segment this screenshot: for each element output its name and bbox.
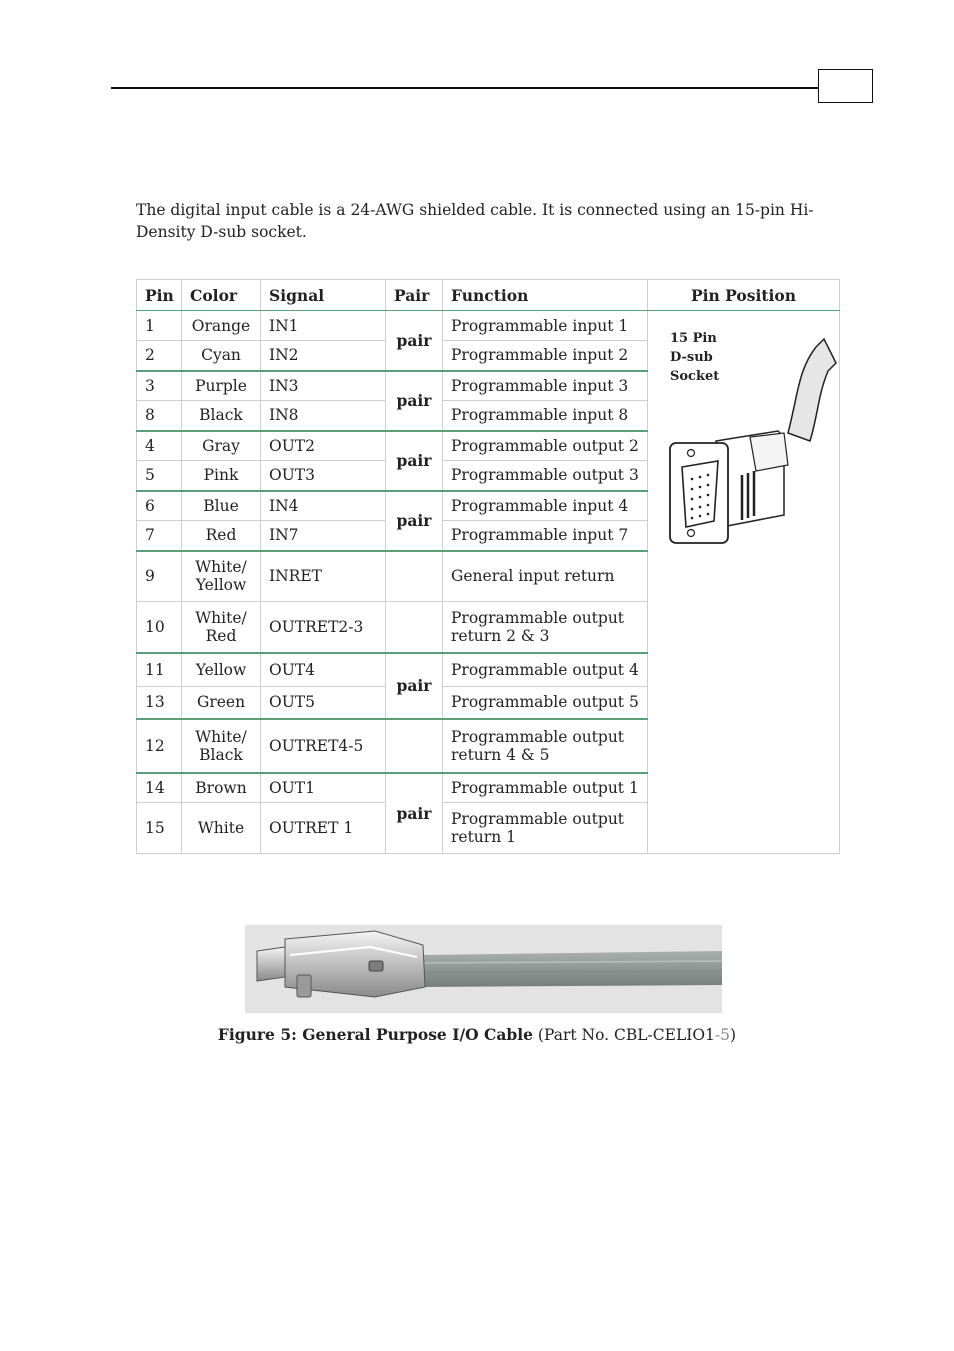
cell-color: White/ Red — [182, 602, 261, 653]
cell-color: Green — [182, 687, 261, 719]
intro-paragraph: The digital input cable is a 24-AWG shielded cable. It is connected using an 15-pin Hi-Density D-sub socket. — [136, 201, 814, 241]
pin-table — [136, 279, 840, 854]
cell-pin: 9 — [137, 551, 182, 602]
header-signal: Signal — [261, 280, 386, 311]
cell-pin: 14 — [137, 773, 182, 803]
cell-signal: OUTRET4-5 — [261, 719, 386, 773]
cell-pair: pair — [386, 653, 443, 719]
cell-color: Black — [182, 401, 261, 431]
cell-pin: 1 — [137, 311, 182, 341]
page-number-box — [818, 69, 873, 103]
cell-function: Programmable output 2 — [443, 431, 648, 461]
cell-pair: pair — [386, 773, 443, 854]
caption-close: ) — [730, 1026, 737, 1044]
cell-signal: OUT4 — [261, 653, 386, 687]
cell-signal: OUTRET2-3 — [261, 602, 386, 653]
cell-pin: 8 — [137, 401, 182, 431]
cell-pair-empty — [386, 551, 443, 602]
cell-function: Programmable output 4 — [443, 653, 648, 687]
cell-function: Programmable input 4 — [443, 491, 648, 521]
cell-function: Programmable output 3 — [443, 461, 648, 491]
caption-title: Figure 5: General Purpose I/O Cable — [217, 1025, 533, 1044]
cell-pin: 5 — [137, 461, 182, 491]
header-pin-position: Pin Position — [648, 280, 840, 311]
cell-pair: pair — [386, 431, 443, 491]
cell-function: Programmable output return 1 — [443, 803, 648, 854]
cell-function: General input return — [443, 551, 648, 602]
cell-function: Programmable input 2 — [443, 341, 648, 371]
cell-signal: INRET — [261, 551, 386, 602]
cell-color: Gray — [182, 431, 261, 461]
cell-pin: 2 — [137, 341, 182, 371]
figure-caption — [0, 1025, 954, 1044]
cell-color: Brown — [182, 773, 261, 803]
cable-illustration — [245, 925, 722, 1013]
header-pin: Pin — [137, 280, 182, 311]
cell-function: Programmable input 8 — [443, 401, 648, 431]
cell-pin: 13 — [137, 687, 182, 719]
cell-color: Red — [182, 521, 261, 551]
dsub-socket-illustration — [658, 315, 838, 545]
header-rule — [111, 87, 819, 89]
cell-pin: 4 — [137, 431, 182, 461]
cell-function: Programmable output return 4 & 5 — [443, 719, 648, 773]
caption-part-number: (Part No. CBL-CELIO1 — [537, 1026, 715, 1044]
cell-function: Programmable input 1 — [443, 311, 648, 341]
cell-signal: OUT1 — [261, 773, 386, 803]
cell-pair: pair — [386, 311, 443, 371]
cell-function: Programmable output return 2 & 3 — [443, 602, 648, 653]
header-function: Function — [443, 280, 648, 311]
cell-color: Yellow — [182, 653, 261, 687]
cell-signal: IN3 — [261, 371, 386, 401]
cell-signal: IN4 — [261, 491, 386, 521]
cell-color: Orange — [182, 311, 261, 341]
cell-pin: 3 — [137, 371, 182, 401]
cell-pin: 12 — [137, 719, 182, 773]
cell-signal: OUT5 — [261, 687, 386, 719]
cell-color: Blue — [182, 491, 261, 521]
header-color: Color — [182, 280, 261, 311]
connector-label: 15 Pin D-sub Socket — [670, 331, 720, 384]
cell-function: Programmable output 5 — [443, 687, 648, 719]
cell-color: White/ Yellow — [182, 551, 261, 602]
cell-function: Programmable input 3 — [443, 371, 648, 401]
cell-color: Purple — [182, 371, 261, 401]
cell-color: White — [182, 803, 261, 854]
cable-photo — [245, 925, 722, 1013]
cell-pin: 15 — [137, 803, 182, 854]
cell-pair-empty — [386, 602, 443, 653]
table-header-row — [137, 280, 840, 311]
table-row — [137, 311, 840, 341]
cell-signal: OUTRET 1 — [261, 803, 386, 854]
caption-part-suffix: -5 — [714, 1026, 731, 1044]
header-pair: Pair — [386, 280, 443, 311]
cell-function: Programmable output 1 — [443, 773, 648, 803]
cell-signal: IN7 — [261, 521, 386, 551]
cell-pin: 7 — [137, 521, 182, 551]
cell-pair-empty — [386, 719, 443, 773]
cell-signal: OUT2 — [261, 431, 386, 461]
cell-pin: 11 — [137, 653, 182, 687]
cell-function: Programmable input 7 — [443, 521, 648, 551]
cell-pin: 6 — [137, 491, 182, 521]
cell-pair: pair — [386, 371, 443, 431]
cell-pair: pair — [386, 491, 443, 551]
cell-color: Pink — [182, 461, 261, 491]
pin-position-cell — [648, 311, 840, 854]
cell-pin: 10 — [137, 602, 182, 653]
cell-signal: IN8 — [261, 401, 386, 431]
cell-color: White/ Black — [182, 719, 261, 773]
cell-signal: IN1 — [261, 311, 386, 341]
cell-signal: OUT3 — [261, 461, 386, 491]
cell-signal: IN2 — [261, 341, 386, 371]
cell-color: Cyan — [182, 341, 261, 371]
